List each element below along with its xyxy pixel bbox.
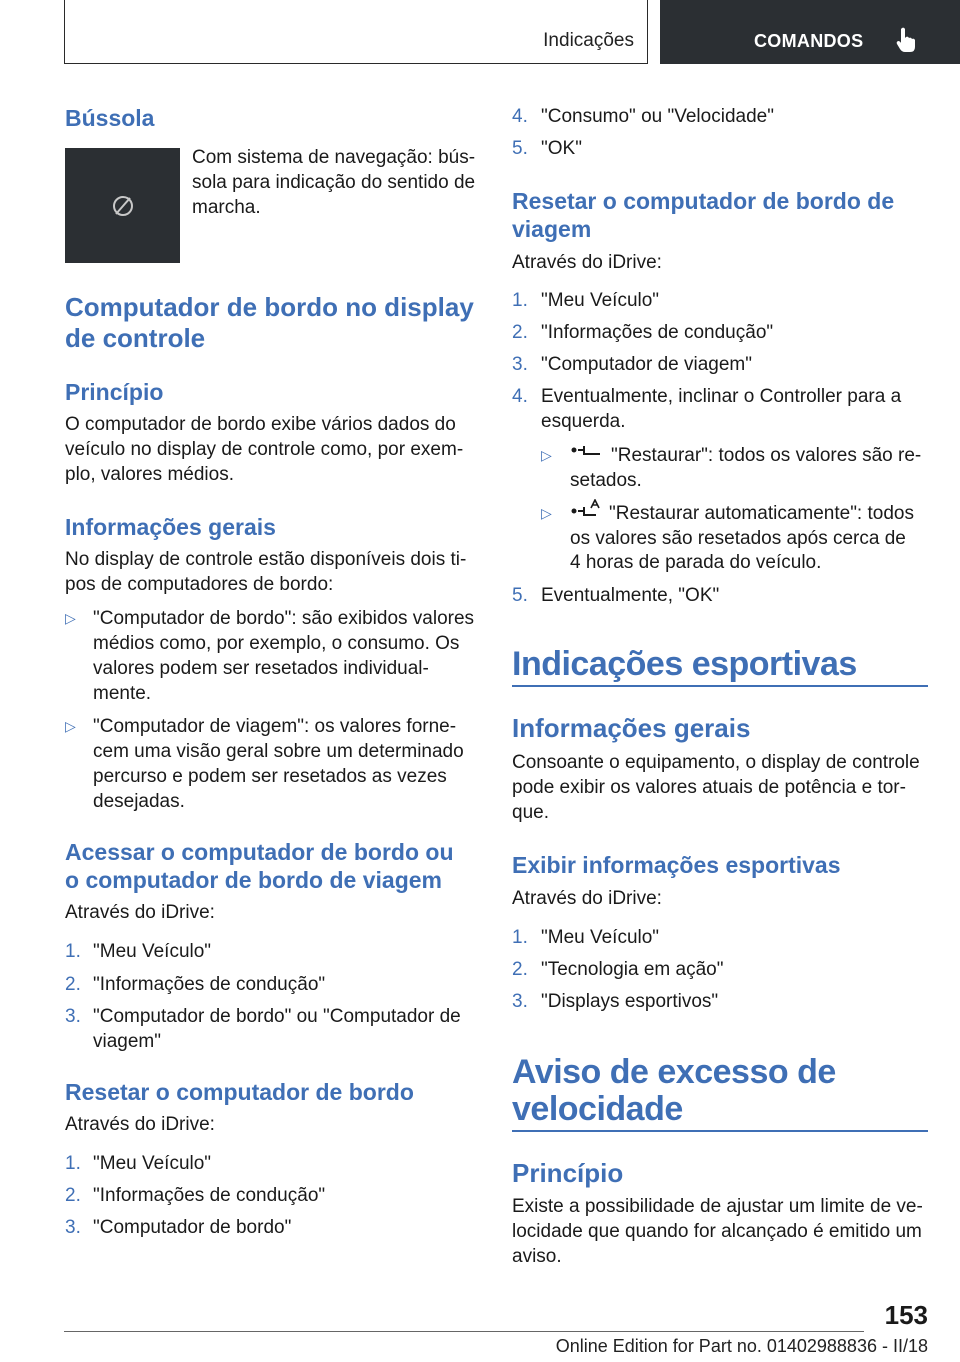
sub2-line-3: 4 horas de parada do veículo. — [570, 552, 822, 573]
info-gerais-heading-right: Informações gerais — [512, 713, 751, 743]
exibir-heading: Exibir informações esportivas — [512, 852, 841, 878]
bullet2-line-1: "Computador de viagem": os valores forne- — [93, 716, 457, 737]
info-right-line-3: que. — [512, 802, 549, 823]
bullet2-line-4: desejadas. — [93, 791, 185, 812]
computador-heading-line-2: de controle — [65, 323, 206, 353]
reset-icon — [570, 444, 604, 469]
step-text: "Displays esportivos" — [541, 991, 719, 1012]
exibir-intro: Através do iDrive: — [512, 888, 662, 909]
principio-right-line-3: aviso. — [512, 1246, 562, 1267]
step-number: 3. — [512, 354, 528, 375]
bussola-heading: Bússola — [65, 105, 155, 131]
step-text: Eventualmente, inclinar o Controller para a — [541, 386, 902, 407]
step-text: "Meu Veículo" — [93, 1153, 212, 1174]
step-number: 1. — [512, 290, 528, 311]
page-number: 153 — [884, 1300, 928, 1330]
principio-line-1: O computador de bordo exibe vários dados do — [65, 414, 456, 435]
step-number: 4. — [512, 386, 528, 407]
resetar-intro: Através do iDrive: — [65, 1114, 215, 1135]
step-number: 1. — [65, 941, 81, 962]
step-text: "Consumo" ou "Velocidade" — [541, 106, 774, 127]
sub1-line-2: setados. — [570, 470, 642, 491]
step-text: "Tecnologia em ação" — [541, 959, 724, 980]
bullet1-line-4: mente. — [93, 683, 152, 704]
acessar-heading-line-1: Acessar o computador de bordo ou — [65, 839, 454, 865]
bullet1-line-1: "Computador de bordo": são exibidos valores — [93, 608, 475, 629]
header-chapter-tab — [660, 0, 960, 64]
heading-rule — [512, 685, 928, 687]
acessar-heading-line-2: o computador de bordo de viagem — [65, 867, 442, 893]
triangle-bullet-icon: ▷ — [65, 610, 76, 626]
bullet2-line-3: percurso e podem ser resetados as vezes — [93, 766, 447, 787]
resetar-viagem-heading-line-1: Resetar o computador de bordo de — [512, 188, 895, 214]
compass-image — [65, 148, 180, 263]
sub1-line-1: "Restaurar": todos os valores são re- — [611, 445, 922, 466]
principio-line-2: veículo no display de controle como, por exem- — [65, 439, 464, 460]
header-chapter-label: COMANDOS — [754, 31, 864, 51]
bussola-line-3: marcha. — [192, 197, 261, 218]
sub2-line-1: "Restaurar automaticamente": todos — [609, 503, 914, 524]
bussola-line-2: sola para indicação do sentido de — [192, 172, 476, 193]
resetar-viagem-heading-line-2: viagem — [512, 216, 592, 242]
step-number: 3. — [65, 1006, 81, 1027]
step-text: "Computador de bordo" ou "Computador de — [93, 1006, 461, 1027]
step-text: "OK" — [541, 138, 582, 159]
step-number: 3. — [512, 991, 528, 1012]
footer-rule — [64, 1331, 864, 1332]
step-text: "Meu Veículo" — [541, 290, 660, 311]
step-number: 2. — [65, 1185, 81, 1206]
step-text: "Meu Veículo" — [93, 941, 212, 962]
resetar-viagem-intro: Através do iDrive: — [512, 252, 662, 273]
step-number: 1. — [512, 927, 528, 948]
compass-icon — [65, 148, 180, 263]
step-text: "Informações de condução" — [93, 1185, 326, 1206]
principio-heading-right: Princípio — [512, 1158, 624, 1188]
principio-right-line-1: Existe a possibilidade de ajustar um limite de ve- — [512, 1196, 923, 1217]
step-number: 2. — [65, 974, 81, 995]
step-text: esquerda. — [541, 411, 626, 432]
resetar-heading: Resetar o computador de bordo — [65, 1079, 414, 1105]
step-text: "Computador de viagem" — [541, 354, 752, 375]
step-number: 3. — [65, 1217, 81, 1238]
step-number: 5. — [512, 585, 528, 606]
principio-line-3: plo, valores médios. — [65, 464, 234, 485]
aviso-heading-line-2: velocidade — [512, 1090, 683, 1128]
sub2-line-2: os valores são resetados após cerca de — [570, 528, 906, 549]
auto-reset-icon — [570, 499, 604, 526]
info-right-line-2: pode exibir os valores atuais de potência e tor- — [512, 777, 906, 798]
triangle-bullet-icon: ▷ — [541, 505, 552, 521]
step-number: 1. — [65, 1153, 81, 1174]
step-text: "Computador de bordo" — [93, 1217, 292, 1238]
principio-right-line-2: locidade que quando for alcançado é emitido um — [512, 1221, 922, 1242]
info-gerais-line-1: No display de controle estão disponíveis dois ti- — [65, 549, 467, 570]
info-gerais-line-2: pos de computadores de bordo: — [65, 574, 334, 595]
step-text: "Meu Veículo" — [541, 927, 660, 948]
footer-edition: Online Edition for Part no. 01402988836 - II/18 — [555, 1336, 928, 1356]
step-number: 4. — [512, 106, 528, 127]
step-text: Eventualmente, "OK" — [541, 585, 720, 606]
header-section-title: Indicações — [543, 30, 634, 51]
step-text: "Informações de condução" — [93, 974, 326, 995]
info-right-line-1: Consoante o equipamento, o display de controle — [512, 752, 920, 773]
bullet1-line-3: valores podem ser resetados individual- — [93, 658, 429, 679]
hand-pointer-icon — [896, 26, 918, 57]
bussola-line-1: Com sistema de navegação: bús- — [192, 147, 476, 168]
info-gerais-heading: Informações gerais — [65, 514, 276, 540]
bullet2-line-2: cem uma visão geral sobre um determinado — [93, 741, 464, 762]
step-text: viagem" — [93, 1031, 161, 1052]
acessar-intro: Através do iDrive: — [65, 902, 215, 923]
bullet1-line-2: médios como, por exemplo, o consumo. Os — [93, 633, 460, 654]
principio-heading: Princípio — [65, 379, 164, 405]
esportivas-heading: Indicações esportivas — [512, 645, 857, 683]
step-number: 2. — [512, 322, 528, 343]
triangle-bullet-icon: ▷ — [65, 718, 76, 734]
step-text: "Informações de condução" — [541, 322, 774, 343]
aviso-heading-line-1: Aviso de excesso de — [512, 1053, 836, 1091]
computador-heading-line-1: Computador de bordo no display — [65, 292, 474, 322]
heading-rule — [512, 1130, 928, 1132]
step-number: 5. — [512, 138, 528, 159]
step-number: 2. — [512, 959, 528, 980]
triangle-bullet-icon: ▷ — [541, 447, 552, 463]
